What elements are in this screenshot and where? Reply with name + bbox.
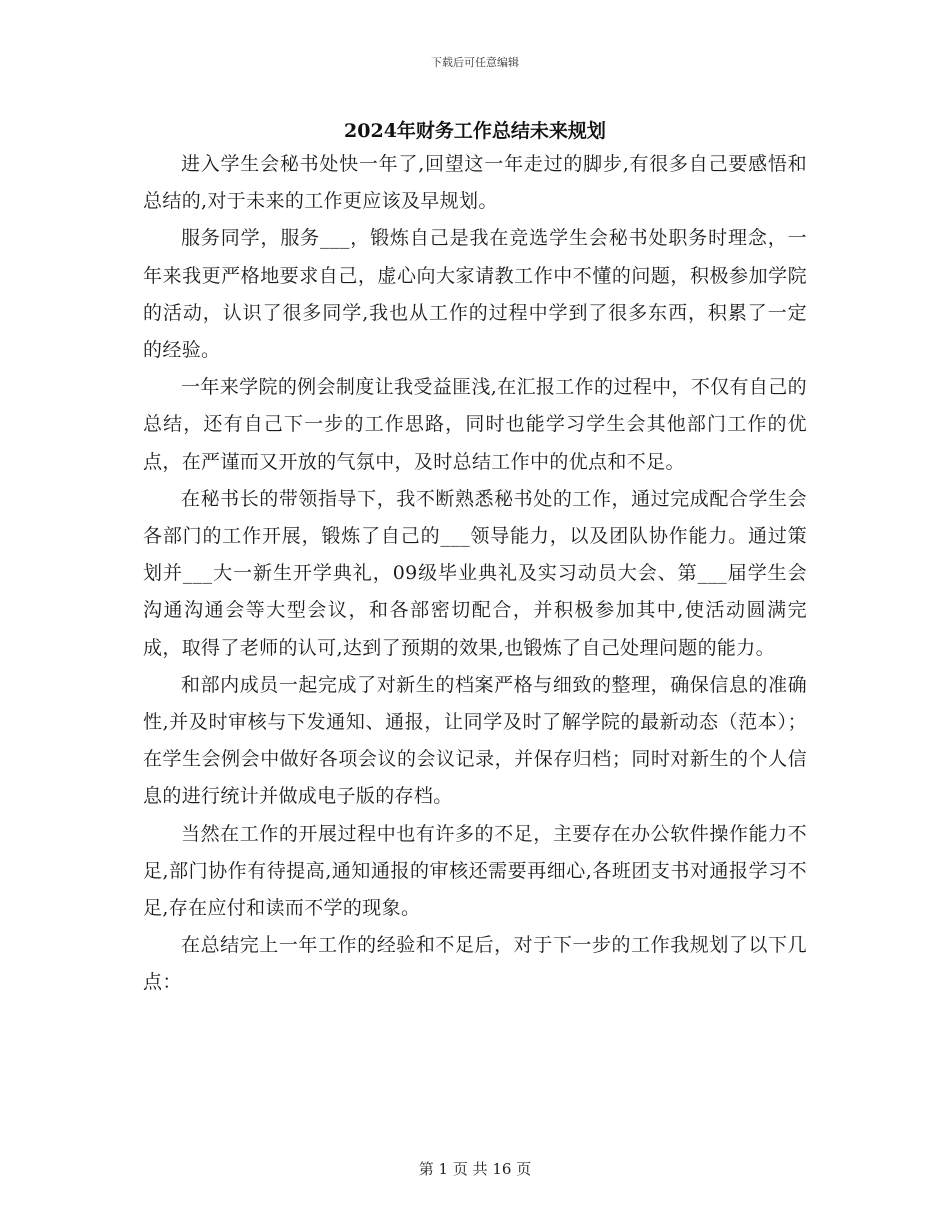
header-note: 下载后可任意编辑	[431, 56, 519, 69]
document-body	[143, 146, 807, 1002]
paragraph: 在总结完上一年工作的经验和不足后，对于下一步的工作我规划了以下几点：	[143, 934, 807, 994]
paragraph: 当然在工作的开展过程中也有许多的不足，主要存在办公软件操作能力不足,部门协作有待提高,通知通报的审核还需要再细心,各班团支书对通报学习不足,存在应付和读而不学的现象。	[143, 822, 807, 920]
paragraph: 进入学生会秘书处快一年了,回望这一年走过的脚步,有很多自己要感悟和总结的,对于未来的工作更应该及早规划。	[143, 153, 807, 213]
document-title: 2024年财务工作总结未来规划	[344, 120, 606, 142]
paragraph: 一年来学院的例会制度让我受益匪浅,在汇报工作的过程中，不仅有自己的总结，还有自己下一步的工作思路，同时也能学习学生会其他部门工作的优点，在严谨而又开放的气氛中，及时总结工作中的优点和不足。	[143, 376, 807, 473]
paragraph: 服务同学，服务___，锻炼自己是我在竞选学生会秘书处职务时理念，一年来我更严格地要求自己，虚心向大家请教工作中不懂的问题，积极参加学院的活动，认识了很多同学,我也从工作的过程中学到了很多东西，积累了一定的经验。	[143, 227, 807, 362]
page-number-footer: 第 1 页 共 16 页	[418, 1160, 532, 1178]
paragraph: 和部内成员一起完成了对新生的档案严格与细致的整理，确保信息的准确性,并及时审核与下发通知、通报，让同学及时了解学院的最新动态（范本）；在学生会例会中做好各项会议的会议记录，并保存归档；同时对新生的个人信息的进行统计并做成电子版的存档。	[143, 673, 807, 808]
paragraph: 在秘书长的带领指导下，我不断熟悉秘书处的工作，通过完成配合学生会各部门的工作开展，锻炼了自己的___领导能力，以及团队协作能力。通过策划并___大一新生开学典礼，09级毕业典礼及实习动员大会、第___届学生会沟通沟通会等大型会议，和各部密切配合，并积极参加其中,使活动圆满完成，取得了老师的认可,达到了预期的效果,也锻炼了自己处理问题的能力。	[143, 487, 807, 659]
